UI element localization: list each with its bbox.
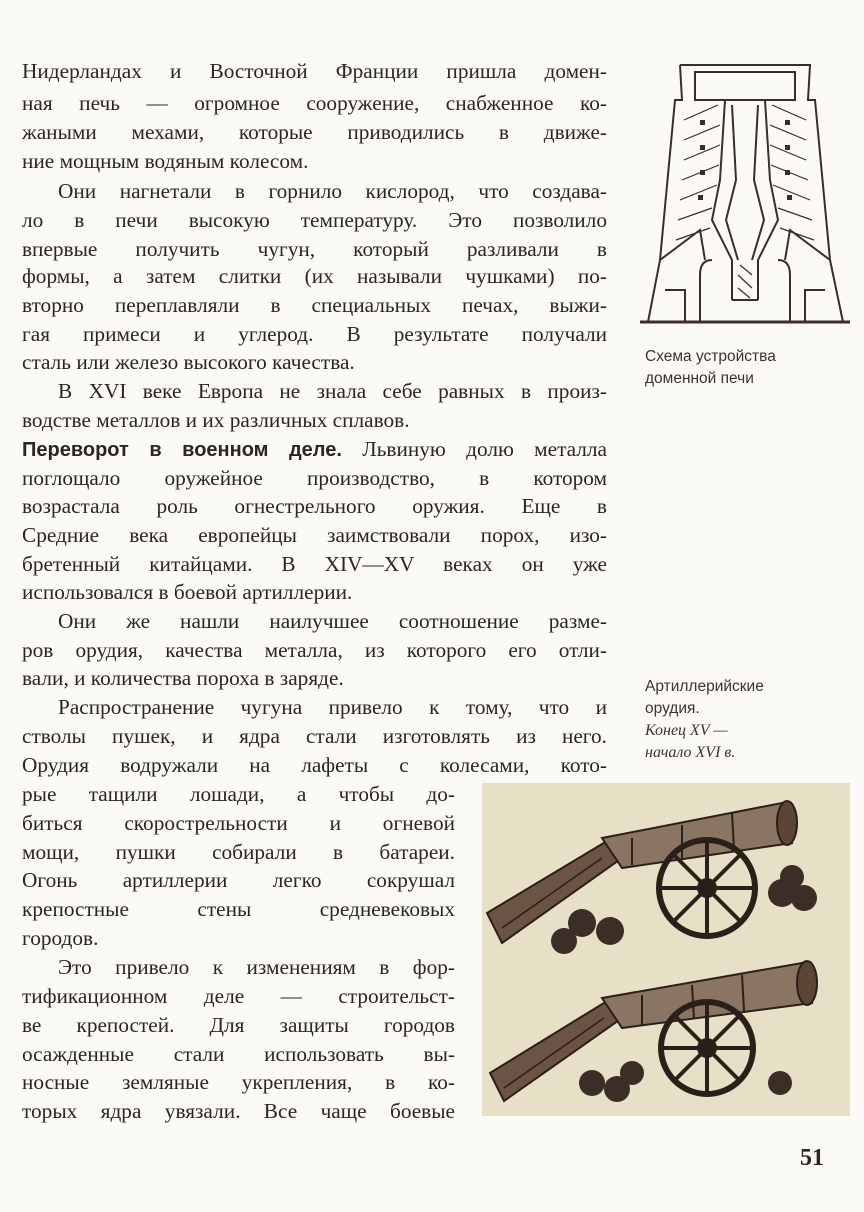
body-line: сталь или железо высокого качества. [22,350,355,374]
body-line: мощи, пушки собирали в батареи. [22,840,455,864]
cannons-caption-title: орудия. [645,700,700,717]
body-line: рые тащили лошади, а чтобы до- [22,782,455,806]
body-line: крепостные стены средневековых [22,897,455,921]
body-line: биться скорострельности и огневой [22,811,455,835]
body-line: возрастала роль огнестрельного оружия. Еще в [22,494,607,518]
cannons-caption-title: Артиллерийские [645,678,764,695]
body-line: жаными мехами, которые приводились в движе- [22,120,607,144]
cannons-drawing [482,783,850,1116]
page-number: 51 [800,1145,824,1171]
section-heading: Переворот в военном деле. [22,439,342,461]
body-line: тификационном деле — строительст- [22,984,455,1008]
heading-line [22,435,607,465]
cannons-caption-date: начало XVI в. [645,744,736,761]
furnace-caption-line: доменной печи [645,370,754,387]
body-line: Орудия водружали на лафеты с колесами, кото- [22,753,607,777]
body-line: Львиную долю металла [362,437,607,461]
body-line: городов. [22,926,99,950]
body-line: В XVI веке Европа не знала себе равных в произ- [58,379,607,403]
body-line: поглощало оружейное производство, в котором [22,466,607,490]
blast-furnace-diagram [640,60,850,335]
body-line: Распространение чугуна привело к тому, что и [58,695,607,719]
body-line: ров орудия, качества металла, из которого его отли- [22,638,607,662]
body-line: торых ядра увязали. Все чаще боевые [22,1099,455,1123]
body-line: ная печь — огромное сооружение, снабженное ко- [22,91,607,115]
body-line: формы, а затем слитки (их называли чушками) по- [22,264,607,288]
cannons-caption [645,676,764,764]
body-line: вали, и количества пороха в заряде. [22,666,344,690]
furnace-caption [645,346,776,390]
cannon-top [487,801,817,954]
cannons-illustration [482,783,850,1116]
body-line: осажденные стали использовать вы- [22,1042,455,1066]
body-line: водстве металлов и их различных сплавов. [22,408,410,432]
body-line: Они нагнетали в горнило кислород, что создава- [58,179,607,203]
body-line: Средние века европейцы заимствовали порох, изо- [22,523,607,547]
body-line: ние мощным водяным колесом. [22,149,309,173]
body-line: носные земляные укрепления, в ко- [22,1070,455,1094]
body-line: бретенный китайцами. В XIV—XV веках он уже [22,552,607,576]
body-line: Они же нашли наилучшее соотношение разме- [58,609,607,633]
furnace-caption-line: Схема устройства [645,348,776,365]
body-line: ло в печи высокую температуру. Это позволило [22,208,607,232]
body-line: стволы пушек, и ядра стали изготовлять из него. [22,724,607,748]
body-line: ве крепостей. Для защиты городов [22,1013,455,1037]
body-line: использовался в боевой артиллерии. [22,580,353,604]
cannon-bottom [490,961,817,1102]
cannons-caption-date: Конец XV — [645,722,728,739]
body-line: Огонь артиллерии легко сокрушал [22,868,455,892]
blast-furnace-figure [640,60,850,335]
body-line: гая примеси и углерод. В результате получали [22,322,607,346]
body-line: Это привело к изменениям в фор- [58,955,455,979]
body-line: Нидерландах и Восточной Франции пришла домен- [22,59,607,83]
body-line: вторно переплавляли в специальных печах, выжи- [22,293,607,317]
body-line: впервые получить чугун, который разливали в [22,237,607,261]
